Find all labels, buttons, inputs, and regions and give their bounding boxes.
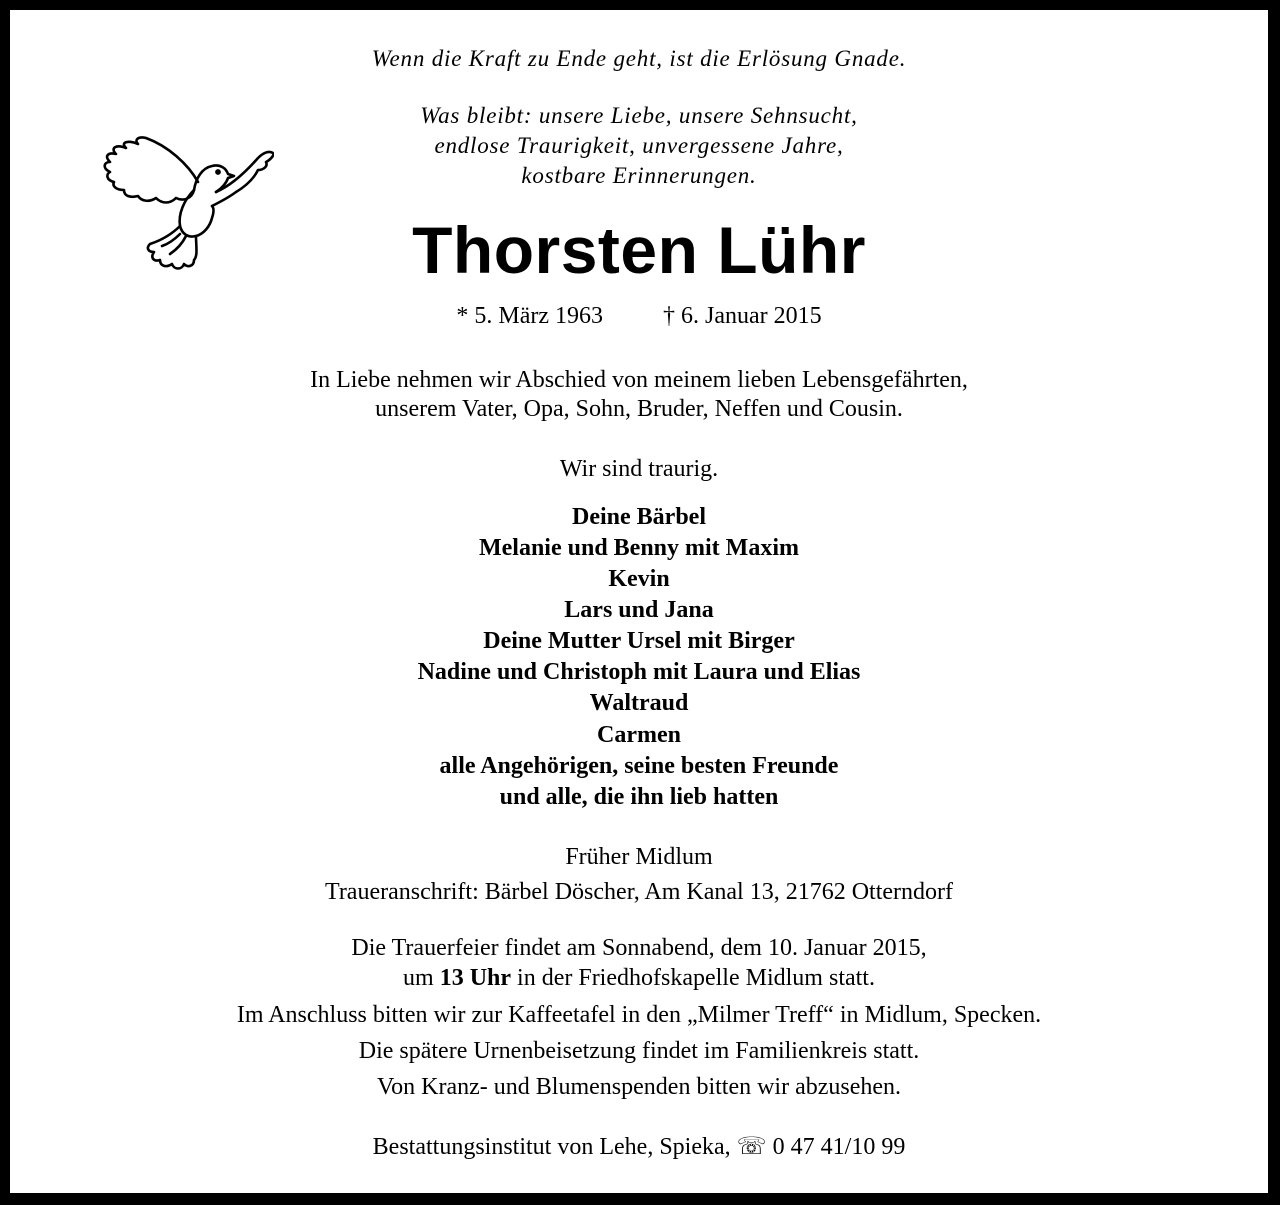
motto-line: Wenn die Kraft zu Ende geht, ist die Erlösung Gnade. xyxy=(371,46,907,71)
obituary-notice xyxy=(10,10,1268,1193)
ceremony-line xyxy=(10,965,1268,992)
mourner-line: Melanie und Benny mit Maxim xyxy=(478,535,799,561)
farewell-line: unserem Vater, Opa, Sohn, Bruder, Neffen und Cousin. xyxy=(375,396,903,422)
mourner-line: Nadine und Christoph mit Laura und Elias xyxy=(417,659,861,685)
mourner-line: Lars und Jana xyxy=(564,597,714,623)
mourner-line: Deine Bärbel xyxy=(572,504,706,530)
ceremony-line: Die Trauerfeier findet am Sonnabend, dem 10. Januar 2015, xyxy=(351,935,927,961)
birth-date: * 5. März 1963 xyxy=(456,303,603,329)
motto-line: endlose Traurigkeit, unvergessene Jahre, xyxy=(434,133,844,158)
mourner-line: Deine Mutter Ursel mit Birger xyxy=(483,628,795,654)
ceremony-line: Die spätere Urnenbeisetzung findet im Familienkreis statt. xyxy=(358,1038,920,1064)
motto-line: Was bleibt: unsere Liebe, unsere Sehnsucht, xyxy=(420,103,858,128)
ceremony-text: in der Friedhofskapelle Midlum statt. xyxy=(511,965,875,991)
life-dates xyxy=(10,303,1268,330)
mourner-line: Carmen xyxy=(597,722,681,748)
undertaker-name: Bestattungsinstitut von Lehe, Spieka, xyxy=(372,1134,731,1160)
formerly-line: Früher Midlum xyxy=(565,844,713,870)
undertaker-line xyxy=(10,1132,1268,1161)
ceremony-text: um xyxy=(403,965,440,991)
phone-icon: ☏ xyxy=(736,1134,767,1160)
mourner-line: Kevin xyxy=(608,566,670,592)
ceremony-line: Im Anschluss bitten wir zur Kaffeetafel in den „Milmer Treff“ in Midlum, Specken. xyxy=(236,1002,1042,1028)
motto-line: kostbare Erinnerungen. xyxy=(521,163,757,188)
phone-number: 0 47 41/10 99 xyxy=(772,1134,906,1160)
death-date: † 6. Januar 2015 xyxy=(663,303,822,329)
sad-line: Wir sind traurig. xyxy=(559,456,719,482)
ceremony-time: 13 Uhr xyxy=(439,965,512,991)
address-line: Traueranschrift: Bärbel Döscher, Am Kanal 13, 21762 Otterndorf xyxy=(325,879,953,905)
mourner-line: und alle, die ihn lieb hatten xyxy=(499,784,779,810)
ceremony-line: Von Kranz- und Blumenspenden bitten wir abzusehen. xyxy=(376,1074,902,1100)
deceased-name: Thorsten Lühr xyxy=(412,213,866,287)
mourner-line: Waltraud xyxy=(589,690,689,716)
farewell-line: In Liebe nehmen wir Abschied von meinem lieben Lebensgefährten, xyxy=(310,367,968,393)
mourner-line: alle Angehörigen, seine besten Freunde xyxy=(439,753,839,779)
